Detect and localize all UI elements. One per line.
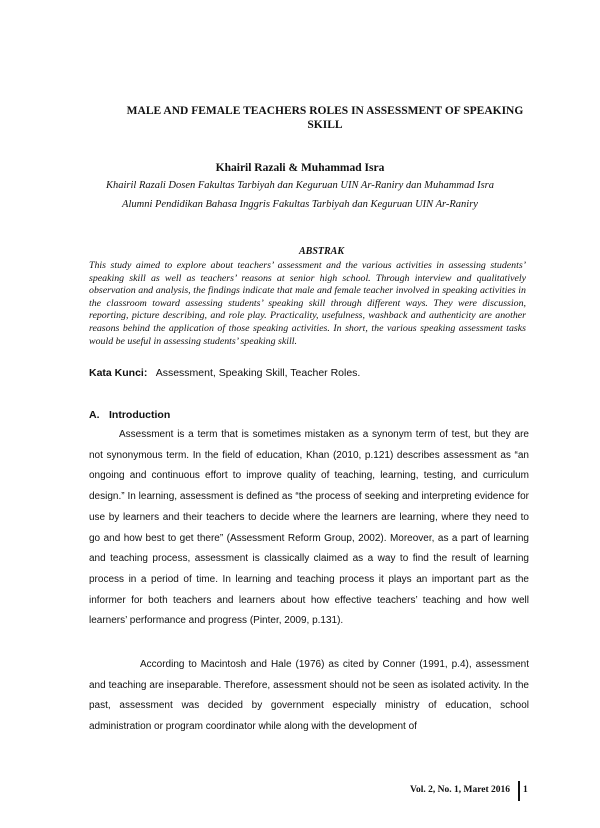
abstract-heading: ABSTRAK	[298, 246, 345, 257]
page-number: 1	[523, 785, 528, 795]
paper-title: MALE AND FEMALE TEACHERS ROLES IN ASSESSMENT OF SPEAKING SKILL	[126, 105, 524, 131]
section-heading-introduction	[89, 408, 170, 422]
keywords	[89, 366, 529, 380]
section-title: Introduction	[109, 409, 171, 421]
author-affiliation-2: Alumni Pendidikan Bahasa Inggris Fakultas Tarbiyah dan Keguruan UIN Ar-Raniry	[122, 199, 478, 210]
body-paragraph: According to Macintosh and Hale (1976) as cited by Conner (1991, p.4), assessment and teaching are inseparable. Therefore, assessment should not be seen as isolated activity. In the past, assessment was decided by government especially ministry of education, school administration or program coordinator while along with the development of	[89, 659, 529, 733]
keywords-label: Kata Kunci:	[89, 367, 148, 379]
section-number: A.	[89, 409, 100, 421]
author-affiliation-1: Khairil Razali Dosen Fakultas Tarbiyah dan Keguruan UIN Ar-Raniry dan Muhammad Isra	[105, 180, 494, 191]
journal-footer: Vol. 2, No. 1, Maret 2016	[410, 785, 511, 795]
keywords-list: Assessment, Speaking Skill, Teacher Roles.	[155, 367, 361, 379]
body-paragraph: Assessment is a term that is sometimes mistaken as a synonym term of test, but they are not synonymous term. In the field of education, Khan (2010, p.121) describes assessment as “an ongoing and continuous effort to improve quality of teaching, learning, testing, and curriculum design.” In learning, assessment is defined as “the process of seeking and interpreting evidence for use by learners and their teachers to decide where the learners are learning, where they need to go and how best to get there” (Assessment Reform Group, 2002). Moreover, as a part of learning and teaching process, assessment is classically claimed as a way to find the result of learning process in a period of time. In learning and teaching process it plays an important part as the informer for both teachers and learners about how effective teachers’ teaching and how well learners’ performance and progress (Pinter, 2009, p.131).	[89, 429, 529, 627]
abstract-text: This study aimed to explore about teachers’ assessment and the various activities in assessing students’ speaking skill as well as teachers’ reasons at senior high school. Through interview and qualitatively observation and analysis, the findings indicate that male and female teacher involved in speaking activities in the classroom toward assessing students’ speaking skill through different ways. They were discussion, reporting, picture describing, and role play. Practicality, usefulness, washback and authenticity are another reasons behind the application of those speaking activities. In short, the various speaking assessment tasks would be useful in assessing students’ speaking skill.	[89, 260, 526, 347]
footer-divider	[518, 781, 520, 801]
author-names: Khairil Razali & Muhammad Isra	[215, 162, 385, 174]
